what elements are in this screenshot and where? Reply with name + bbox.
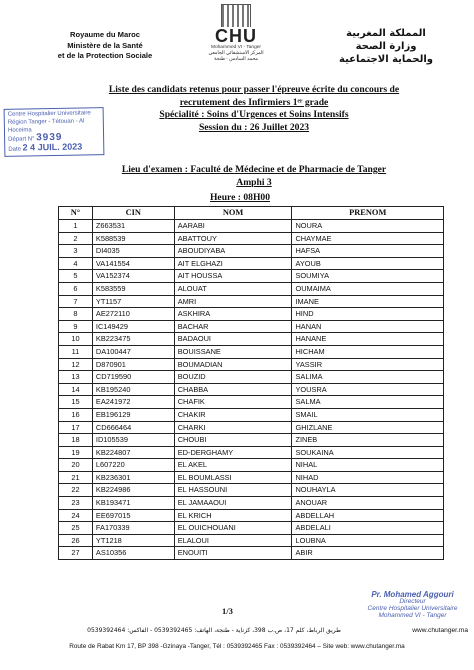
footer-website[interactable]: www.chutanger.ma: [412, 627, 468, 634]
cell-cin: KB224986: [92, 484, 174, 497]
title-line-3: Spécialité : Soins d'Urgences et Soins Intensifs: [159, 109, 349, 120]
cell-number: 11: [59, 345, 93, 358]
cell-prenom: GHIZLANE: [292, 421, 444, 434]
cell-prenom: ABDELALI: [292, 522, 444, 535]
cell-nom: BADAOUI: [174, 333, 292, 346]
document-title: [64, 84, 444, 134]
header-left-line-3: et de la Protection Sociale: [57, 51, 153, 60]
cell-number: 3: [59, 245, 93, 258]
table-row: [59, 383, 444, 396]
table-header-row: [59, 207, 444, 220]
cell-cin: CD719590: [92, 371, 174, 384]
cell-number: 22: [59, 484, 93, 497]
cell-prenom: HANANE: [292, 333, 444, 346]
cell-nom: ELALOUI: [174, 534, 292, 547]
cell-number: 6: [59, 282, 93, 295]
cell-number: 19: [59, 446, 93, 459]
cell-prenom: SALMA: [292, 396, 444, 409]
cell-prenom: YOUSRA: [292, 383, 444, 396]
cell-number: 10: [59, 333, 93, 346]
title-line-4: Session du : 26 Juillet 2023: [198, 121, 310, 133]
table-row: [59, 459, 444, 472]
cell-cin: IC149429: [92, 320, 174, 333]
cell-nom: BACHAR: [174, 320, 292, 333]
cell-nom: CHABBA: [174, 383, 292, 396]
cell-cin: EA241972: [92, 396, 174, 409]
table-row: [59, 421, 444, 434]
cell-number: 14: [59, 383, 93, 396]
cell-prenom: LOUBNA: [292, 534, 444, 547]
exam-location: [64, 164, 444, 189]
cell-number: 4: [59, 257, 93, 270]
cell-cin: AE272110: [92, 308, 174, 321]
cell-prenom: HIND: [292, 308, 444, 321]
logo-sub-1: Mohammed VI - Tanger: [210, 45, 262, 50]
cell-nom: ABATTOUY: [174, 232, 292, 245]
table-row: [59, 522, 444, 535]
cell-nom: AARABI: [174, 220, 292, 233]
page-number: 1/3: [222, 606, 233, 616]
cell-number: 26: [59, 534, 93, 547]
stamp-number: 3939: [36, 131, 63, 144]
cell-number: 9: [59, 320, 93, 333]
table-row: [59, 345, 444, 358]
header-cin: CIN: [92, 207, 174, 220]
cell-cin: KB224807: [92, 446, 174, 459]
cell-nom: AIT HOUSSA: [174, 270, 292, 283]
cell-nom: ENOUITI: [174, 547, 292, 560]
table-row: [59, 471, 444, 484]
signature-org-1: Centre Hospitalier Universitaire: [367, 605, 458, 612]
footer-french: Route de Rabat Km 17, BP 398 -Gzinaya -Tanger, Tél : 0539392465 Fax : 0539392464 – Site web: www.chutanger.ma: [69, 643, 405, 650]
cell-number: 25: [59, 522, 93, 535]
table-row: [59, 220, 444, 233]
logo-sub-2: المركز الاستشفائي الجامعي: [208, 51, 264, 56]
chu-logo: [190, 4, 282, 68]
footer-arabic: طريق الرباط، كلم 17، ص.ب 398، كزناية - طنجة، الهاتف: 0539392465 - الفاكس: 0539392464: [87, 627, 341, 634]
table-row: [59, 534, 444, 547]
cell-prenom: SALIMA: [292, 371, 444, 384]
cell-cin: D870901: [92, 358, 174, 371]
table-row: [59, 333, 444, 346]
cell-prenom: NOURA: [292, 220, 444, 233]
cell-cin: Z663531: [92, 220, 174, 233]
header-left-line-2: Ministère de la Santé: [67, 40, 143, 50]
header-left-line-1: Royaume du Maroc: [69, 30, 141, 39]
candidates-table: [58, 206, 444, 560]
cell-prenom: OUMAIMA: [292, 282, 444, 295]
table-row: [59, 282, 444, 295]
cell-nom: EL KRICH: [174, 509, 292, 522]
title-line-1: Liste des candidats retenus pour passer l'épreuve écrite du concours de: [108, 84, 400, 95]
cell-cin: FA170339: [92, 522, 174, 535]
cell-prenom: ZINEB: [292, 434, 444, 447]
lieu-line-2: Amphi 3: [236, 176, 272, 188]
cell-cin: K583559: [92, 282, 174, 295]
cell-number: 5: [59, 270, 93, 283]
table-row: [59, 270, 444, 283]
cell-nom: CHAKIR: [174, 408, 292, 421]
logo-text: CHU: [215, 26, 257, 46]
table-row: [59, 396, 444, 409]
table-row: [59, 484, 444, 497]
header-right-line-2: وزارة الصحة: [355, 41, 417, 52]
table-row: [59, 358, 444, 371]
cell-number: 7: [59, 295, 93, 308]
cell-cin: K588539: [92, 232, 174, 245]
header-left: [30, 30, 180, 62]
cell-number: 20: [59, 459, 93, 472]
cell-number: 27: [59, 547, 93, 560]
cell-cin: DA100447: [92, 345, 174, 358]
header-right-line-3: والحماية الاجتماعية: [339, 54, 433, 65]
cell-nom: EL OUICHOUANI: [174, 522, 292, 535]
signature-org-2: Mohammed VI - Tanger: [378, 612, 447, 619]
lieu-line-1: Lieu d'examen : Faculté de Médecine et de Pharmacie de Tanger: [121, 164, 387, 175]
cell-cin: YT1157: [92, 295, 174, 308]
cell-prenom: IMANE: [292, 295, 444, 308]
cell-nom: AIT ELGHAZI: [174, 257, 292, 270]
cell-number: 13: [59, 371, 93, 384]
header-right: [326, 27, 446, 66]
cell-nom: ED-DERGHAMY: [174, 446, 292, 459]
cell-nom: BOUMADIAN: [174, 358, 292, 371]
cell-nom: EL BOUMLASSI: [174, 471, 292, 484]
table-row: [59, 371, 444, 384]
cell-cin: VA152374: [92, 270, 174, 283]
table-row: [59, 446, 444, 459]
table-body: [59, 220, 444, 560]
cell-number: 16: [59, 408, 93, 421]
cell-number: 21: [59, 471, 93, 484]
cell-number: 15: [59, 396, 93, 409]
reception-stamp: [4, 107, 105, 157]
cell-cin: KB193471: [92, 497, 174, 510]
cell-prenom: HICHAM: [292, 345, 444, 358]
cell-prenom: NOUHAYLA: [292, 484, 444, 497]
tower-icon: [221, 4, 251, 27]
cell-nom: ALOUAT: [174, 282, 292, 295]
cell-number: 18: [59, 434, 93, 447]
table-row: [59, 257, 444, 270]
cell-prenom: SOUKAINA: [292, 446, 444, 459]
cell-prenom: YASSIR: [292, 358, 444, 371]
cell-cin: KB195240: [92, 383, 174, 396]
table-row: [59, 408, 444, 421]
cell-prenom: AYOUB: [292, 257, 444, 270]
stamp-line-2: Région Tanger - Tétouan - Al Hoceima: [7, 118, 85, 134]
cell-number: 17: [59, 421, 93, 434]
signature-role: Directeur: [399, 598, 426, 605]
cell-cin: EB196129: [92, 408, 174, 421]
stamp-line-1: Centre Hospitalier Universitaire: [7, 110, 91, 118]
header-nom: NOM: [174, 207, 292, 220]
cell-number: 23: [59, 497, 93, 510]
cell-nom: ABOUDIYABA: [174, 245, 292, 258]
cell-cin: ID105539: [92, 434, 174, 447]
table-row: [59, 547, 444, 560]
cell-number: 8: [59, 308, 93, 321]
header-number: N°: [59, 207, 93, 220]
cell-number: 24: [59, 509, 93, 522]
cell-number: 1: [59, 220, 93, 233]
cell-prenom: ANOUAR: [292, 497, 444, 510]
cell-nom: BOUZID: [174, 371, 292, 384]
cell-number: 12: [59, 358, 93, 371]
cell-nom: CHARKI: [174, 421, 292, 434]
cell-nom: CHAFIK: [174, 396, 292, 409]
table-row: [59, 232, 444, 245]
signature-name: Pr. Mohamed Aggouri: [371, 590, 454, 599]
title-line-2: recrutement des Infirmiers 1ᵉʳ grade: [179, 96, 329, 108]
cell-nom: EL AKEL: [174, 459, 292, 472]
cell-cin: CD666464: [92, 421, 174, 434]
cell-nom: AMRI: [174, 295, 292, 308]
cell-prenom: SOUMIYA: [292, 270, 444, 283]
cell-nom: EL HASSOUNI: [174, 484, 292, 497]
header-prenom: PRENOM: [292, 207, 444, 220]
table-row: [59, 295, 444, 308]
cell-prenom: SMAIL: [292, 408, 444, 421]
cell-nom: EL JAMAAOUI: [174, 497, 292, 510]
table-row: [59, 434, 444, 447]
cell-nom: BOUISSANE: [174, 345, 292, 358]
director-signature: [355, 591, 470, 619]
cell-prenom: NIHAD: [292, 471, 444, 484]
cell-number: 2: [59, 232, 93, 245]
cell-prenom: CHAYMAE: [292, 232, 444, 245]
cell-prenom: HANAN: [292, 320, 444, 333]
stamp-date-label: Date: [8, 146, 22, 153]
cell-cin: AS10356: [92, 547, 174, 560]
cell-cin: EE697015: [92, 509, 174, 522]
cell-prenom: ABIR: [292, 547, 444, 560]
cell-prenom: HAFSA: [292, 245, 444, 258]
exam-time: Heure : 08H00: [209, 192, 271, 203]
cell-cin: L607220: [92, 459, 174, 472]
cell-nom: ASKHIRA: [174, 308, 292, 321]
cell-cin: DI4035: [92, 245, 174, 258]
table-row: [59, 509, 444, 522]
table-row: [59, 308, 444, 321]
cell-cin: KB223475: [92, 333, 174, 346]
table-row: [59, 497, 444, 510]
logo-sub-3: محمد السادس - طنجة: [213, 57, 258, 62]
cell-prenom: ABDELLAH: [292, 509, 444, 522]
stamp-date: 2 4 JUIL. 2023: [22, 141, 83, 153]
cell-cin: VA141554: [92, 257, 174, 270]
cell-cin: KB236301: [92, 471, 174, 484]
table-row: [59, 320, 444, 333]
table-row: [59, 245, 444, 258]
cell-cin: YT1218: [92, 534, 174, 547]
cell-nom: CHOUBI: [174, 434, 292, 447]
cell-prenom: NIHAL: [292, 459, 444, 472]
header-right-line-1: المملكة المغربية: [346, 28, 426, 39]
stamp-depart-label: Départ N°: [8, 136, 35, 143]
